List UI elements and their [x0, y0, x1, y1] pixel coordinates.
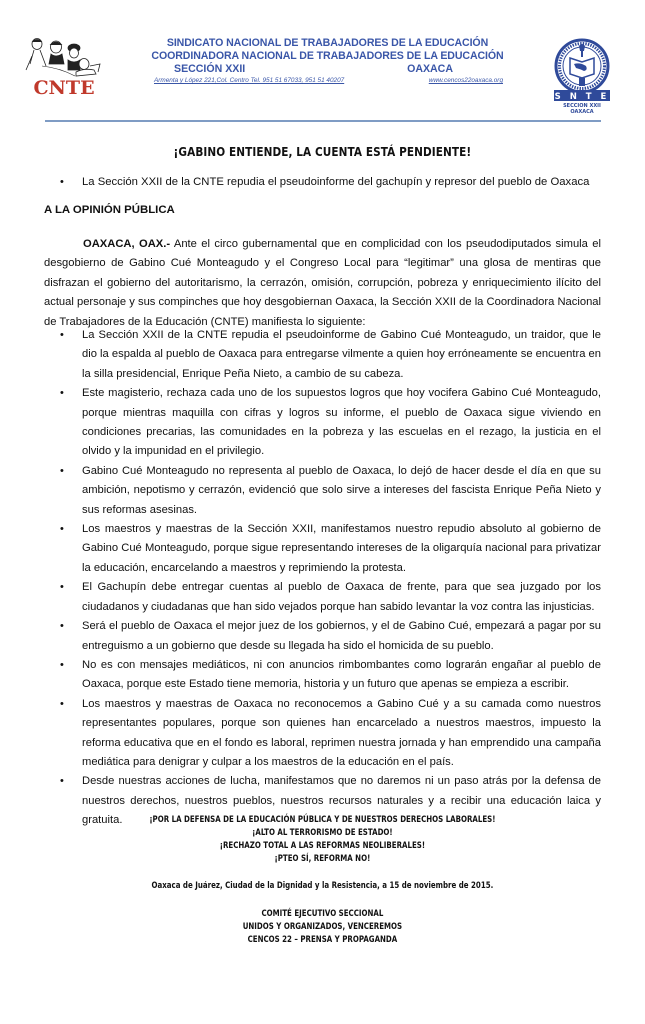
list-item: [60, 520, 601, 578]
slogans-block: [58, 814, 587, 866]
list-item-text: Los maestros y maestras de la Sección XXII, manifestamos nuestro repudio absoluto al gobierno de Gabino Cué Monteagudo, porque sigue representando intereses de la oligarquía nacional para privatizar la educación, encarcelando a maestros y reprimiendo la protesta.: [82, 523, 601, 574]
coordinator-name: COORDINADORA NACIONAL DE TRABAJADORES DE LA EDUCACIÓN: [151, 50, 504, 62]
list-item: [60, 695, 601, 773]
section-line: [150, 63, 505, 76]
svg-text:S N T E: S N T E: [554, 92, 610, 102]
list-item: [60, 462, 601, 520]
letterhead: [150, 37, 505, 86]
section-label: SECCIÓN XXII: [174, 63, 246, 75]
signature-line: COMITÉ EJECUTIVO SECCIONAL: [261, 909, 384, 919]
list-item: [60, 656, 601, 695]
list-item-text: Los maestros y maestras de Oaxaca no reconocemos a Gabino Cué y a su camada como nuestros representantes populares, porque son quienes han encarcelado a nuestros maestros, impuesto la reforma educativa que en el fondo es laboral, reprimen nuestra jornada y han emprendido una campaña mediática para denigrar y culpar a los maestros de la educación en el país.: [82, 697, 601, 768]
salutation-heading: A LA OPINIÓN PÚBLICA: [44, 204, 175, 216]
snte-logo-icon: [552, 38, 612, 114]
list-item: [60, 326, 601, 384]
list-item: [60, 384, 601, 462]
intro-paragraph: [44, 235, 601, 332]
list-item-text: Será el pueblo de Oaxaca el mejor juez de los gobiernos, y el de Gabino Cué, empezará a pagar por su entreguismo a un gobierno que desde su llegada ha sido el homicida de su pueblo.: [82, 620, 601, 652]
statement-list: [60, 326, 601, 831]
list-item-text: Este magisterio, rechaza cada uno de los supuestos logros que hoy vocifera Gabino Cué Monteagudo, porque mientras maquilla con cifras y logros su informe, el pueblo de Oaxaca sigue viviendo en condiciones precarias, las comunidades en la pobreza y las escuelas en el rezago, la justicia en el olvido y la impunidad en el privilegio.: [82, 387, 601, 458]
signature-line: CENCOS 22 – PRENSA Y PROPAGANDA: [247, 935, 398, 945]
slogan-line: ¡POR LA DEFENSA DE LA EDUCACIÓN PÚBLICA Y DE NUESTROS DERECHOS LABORALES!: [149, 815, 496, 825]
intro-text: Ante el circo gubernamental que en complicidad con los pseudodiputados simula el desgobierno de Gabino Cué Monteagudo y el Congreso Local para “legitimar” una glosa de mentiras que disfrazan el gobierno del autoritarismo, la cerrazón, omisión, corrupción, pobreza y enriquecimiento ilícito del actual personaje y sus compinches que hoy desgobiernan Oaxaca, la Sección XXII de la Coordinadora Nacional de Trabajadores de la Educación (CNTE) manifiesta lo siguiente:: [44, 238, 601, 328]
list-item-text: Desde nuestras acciones de lucha, manifestamos que no daremos ni un paso atrás por la defensa de nuestros derechos, nuestros pueblos, nuestros recursos naturales y a recibir una educación laica y gratuita.: [82, 775, 601, 827]
bullet-icon: •: [60, 581, 64, 594]
union-name: SINDICATO NACIONAL DE TRABAJADORES DE LA EDUCACIÓN: [166, 37, 489, 49]
slogan-line: ¡PTEO SÍ, REFORMA NO!: [274, 854, 371, 864]
signature-line: UNIDOS Y ORGANIZADOS, VENCEREMOS: [242, 922, 403, 932]
list-item: [60, 617, 601, 656]
bullet-icon: •: [60, 620, 64, 633]
list-item-text: El Gachupín debe entregar cuentas al pueblo de Oaxaca de frente, para que sea juzgado por los ciudadanos y ciudadanas que han sido vejados porque han sabido levantar la voz contra las injusticias.: [82, 581, 601, 613]
signature-block: [58, 908, 587, 947]
svg-text:SECCION XXII: SECCION XXII: [563, 103, 601, 109]
city-label: OAXACA: [407, 63, 453, 75]
list-item-text: No es con mensajes mediáticos, ni con anuncios rimbombantes como lograrán engañar al pueblo de Oaxaca, porque este Estado tiene memoria, historia y un futuro que apenas se empieza a escribir.: [82, 658, 601, 691]
svg-text:OAXACA: OAXACA: [570, 109, 594, 114]
list-item: [60, 578, 601, 617]
list-item-text: La Sección XXII de la CNTE repudia el pseudoinforme de Gabino Cué Monteagudo, un traidor, que le dio la espalda al pueblo de Oaxaca para entregarse vilmente a quien hoy erróneamente se encuentra en la silla presidencial, Enrique Peña Nieto, a cambio de su cabeza.: [82, 329, 601, 380]
bullet-icon: •: [60, 464, 64, 477]
slogan-line: ¡RECHAZO TOTAL A LAS REFORMAS NEOLIBERALES!: [219, 841, 426, 851]
contact-line: [150, 76, 505, 86]
bullet-icon: •: [60, 176, 64, 188]
bullet-icon: •: [60, 523, 64, 536]
bullet-icon: •: [60, 387, 64, 400]
date-line: Oaxaca de Juárez, Ciudad de la Dignidad y la Resistencia, a 15 de noviembre de 2015.: [151, 881, 494, 891]
header-divider: [45, 120, 601, 122]
summary-text: La Sección XXII de la CNTE repudia el pseudoinforme del gachupín y represor del pueblo de Oaxaca: [82, 176, 590, 188]
svg-text:CNTE: CNTE: [33, 77, 95, 96]
dateline: OAXACA, OAX.-: [83, 238, 171, 250]
bullet-icon: •: [60, 658, 64, 671]
website-link[interactable]: www.cencos22oaxaca.org: [428, 77, 503, 84]
document-title: ¡GABINO ENTIENDE, LA CUENTA ESTÁ PENDIENTE!: [173, 145, 472, 160]
cnte-logo-icon: [20, 36, 108, 96]
list-item-text: Gabino Cué Monteagudo no representa al pueblo de Oaxaca, lo dejó de hacer desde el día en que su ambición, nepotismo y cerrazón, evidenció que solo sirve a intereses del fascista Enrique Peña Nieto y sus reformas asesinas.: [82, 464, 601, 516]
bullet-icon: •: [60, 697, 64, 710]
bullet-icon: •: [60, 775, 64, 788]
slogan-line: ¡ALTO AL TERRORISMO DE ESTADO!: [252, 828, 393, 838]
bullet-icon: •: [60, 329, 64, 341]
address-phone: Armenta y López 221,Col. Centro Tel. 951 51 67033, 951 51 40207: [154, 77, 345, 84]
